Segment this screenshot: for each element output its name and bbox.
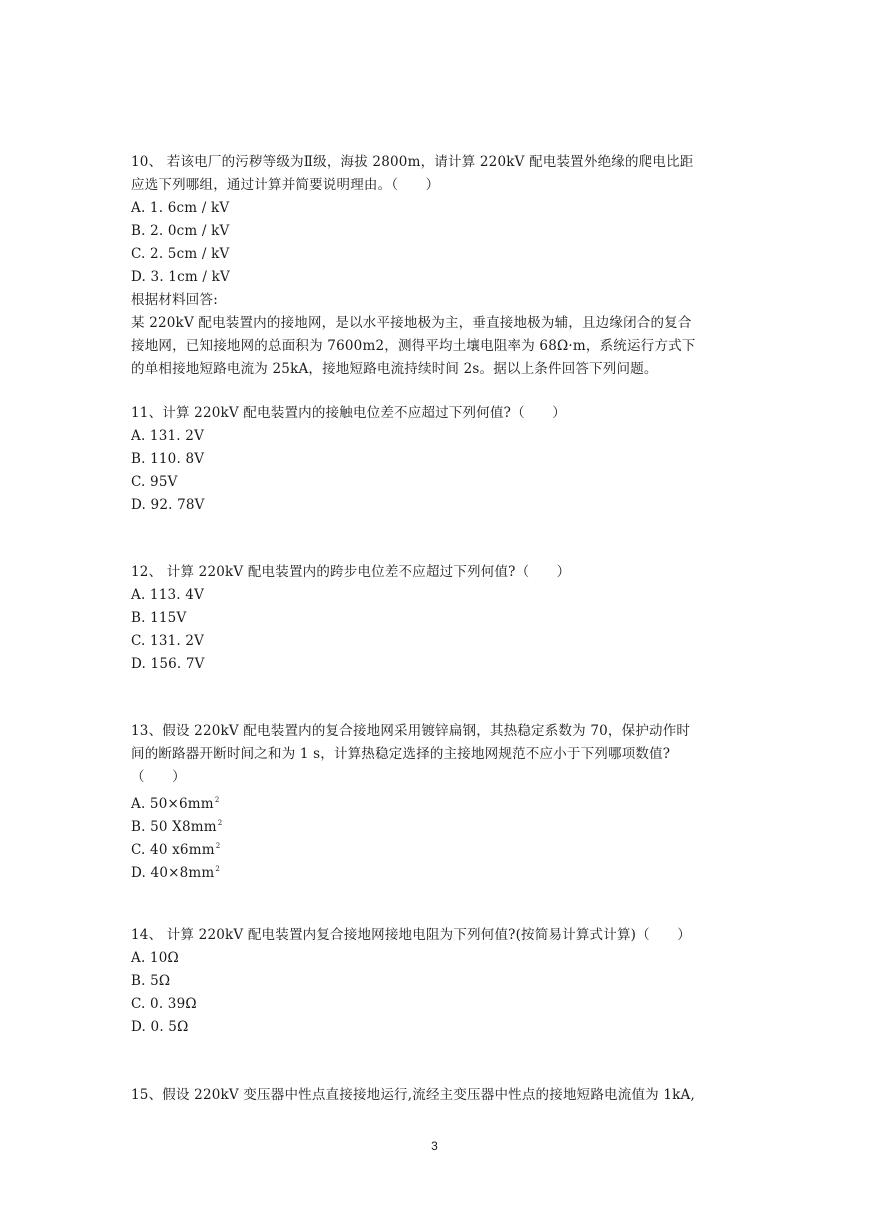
q13-option-b <box>131 813 222 837</box>
q13-stem-line3: （ ） <box>131 769 186 785</box>
q13-option-c-text: C. 40 x6mm <box>131 842 215 858</box>
q14-option-a: A. 10Ω <box>131 950 179 966</box>
material-line-2: 接地网，已知接地网的总面积为 7600m2，测得平均土壤电阻率为 68Ω·m，系统运行方式下 <box>131 338 696 354</box>
q12-option-b: B. 115V <box>131 610 187 626</box>
q14-option-c: C. 0. 39Ω <box>131 996 197 1012</box>
q13-option-b-sup: 2 <box>217 819 223 827</box>
q13-option-c <box>131 836 220 860</box>
q11-stem: 11、计算 220kV 配电装置内的接触电位差不应超过下列何值?（ ） <box>131 405 566 421</box>
q13-option-c-sup: 2 <box>215 842 221 850</box>
q11-option-b: B. 110. 8V <box>131 451 205 467</box>
q10-option-b: B. 2. 0cm / kV <box>131 223 230 239</box>
q13-option-d-text: D. 40×8mm <box>131 865 215 881</box>
q13-option-a-sup: 2 <box>214 796 220 804</box>
q12-option-d: D. 156. 7V <box>131 656 205 672</box>
q14-stem: 14、 计算 220kV 配电装置内复合接地网接地电阻为下列何值?(按简易计算式计算)（ ） <box>131 927 691 943</box>
q11-option-c: C. 95V <box>131 474 178 490</box>
material-line-1: 某 220kV 配电装置内的接地网，是以水平接地极为主，垂直接地极为辅，且边缘闭合的复合 <box>131 315 692 331</box>
q12-stem: 12、 计算 220kV 配电装置内的跨步电位差不应超过下列何值?（ ） <box>131 564 571 580</box>
q13-option-d <box>131 859 220 883</box>
material-line-3: 的单相接地短路电流为 25kA，接地短路电流持续时间 2s。据以上条件回答下列问题。 <box>131 361 658 377</box>
q11-option-d: D. 92. 78V <box>131 497 205 513</box>
material-heading: 根据材料回答: <box>131 292 218 308</box>
q10-option-a: A. 1. 6cm / kV <box>131 200 230 216</box>
q10-stem-line1: 10、 若该电厂的污秽等级为Ⅱ级，海拔 2800m，请计算 220kV 配电装置外绝缘的爬电比距 <box>131 154 694 170</box>
q10-stem-line2: 应选下列哪组，通过计算并简要说明理由。（ ） <box>131 177 440 193</box>
q13-option-a-text: A. 50×6mm <box>131 796 214 812</box>
q14-option-d: D. 0. 5Ω <box>131 1019 189 1035</box>
q10-option-d: D. 3. 1cm / kV <box>131 269 230 285</box>
q13-stem-line1: 13、假设 220kV 配电装置内的复合接地网采用镀锌扁钢，其热稳定系数为 70，保护动作时 <box>131 723 691 739</box>
q15-stem-line1: 15、假设 220kV 变压器中性点直接接地运行,流经主变压器中性点的接地短路电流值为 1kA, <box>131 1087 695 1103</box>
q11-option-a: A. 131. 2V <box>131 428 205 444</box>
q14-option-b: B. 5Ω <box>131 973 171 989</box>
q12-option-a: A. 113. 4V <box>131 587 205 603</box>
q13-stem-line2: 间的断路器开断时间之和为 1 s，计算热稳定选择的主接地网规范不应小于下列哪项数值? <box>131 746 671 762</box>
q13-option-d-sup: 2 <box>215 865 221 873</box>
q12-option-c: C. 131. 2V <box>131 633 205 649</box>
q10-option-c: C. 2. 5cm / kV <box>131 246 230 262</box>
q13-option-b-text: B. 50 X8mm <box>131 819 217 835</box>
q13-option-a <box>131 790 219 814</box>
page-number: 3 <box>431 1139 438 1153</box>
